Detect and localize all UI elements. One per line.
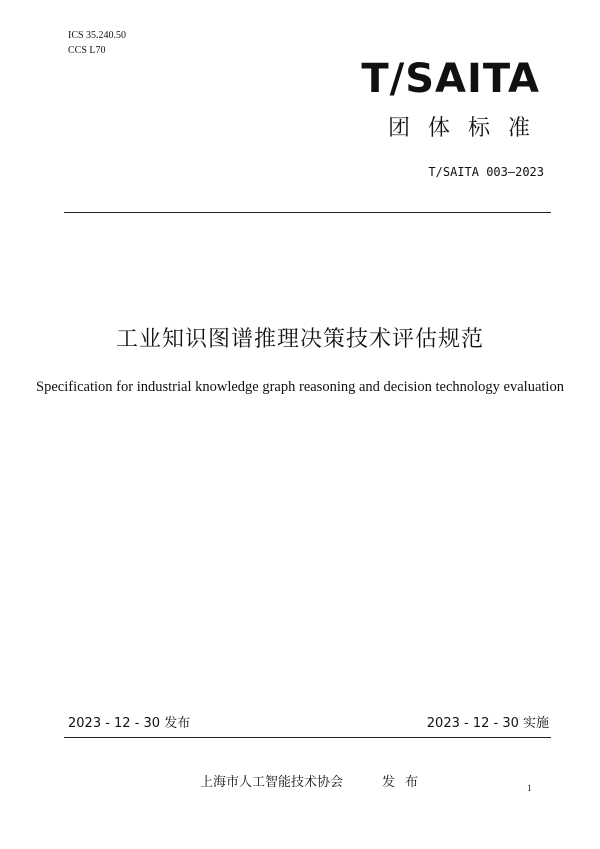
top-divider <box>64 212 551 213</box>
page-number: 1 <box>527 783 532 793</box>
issue-date: 2023 - 12 - 30 发布 <box>68 716 191 731</box>
implementation-date: 2023 - 12 - 30 实施 <box>426 716 549 731</box>
standard-type: 团体标准 <box>387 116 548 141</box>
publisher-name: 上海市人工智能技术协会 <box>200 775 344 790</box>
bottom-divider <box>64 737 551 738</box>
standard-brand-code: T/SAITA <box>361 56 540 102</box>
standard-number: T/SAITA 003—2023 <box>428 165 544 179</box>
document-title-english: Specification for industrial knowledge graph reasoning and decision technology evaluation <box>36 379 564 395</box>
publish-label: 发布 <box>382 775 429 790</box>
ics-code: ICS 35.240.50 <box>68 30 127 41</box>
ccs-code: CCS L70 <box>68 45 106 56</box>
document-title-chinese: 工业知识图谱推理决策技术评估规范 <box>115 327 484 352</box>
